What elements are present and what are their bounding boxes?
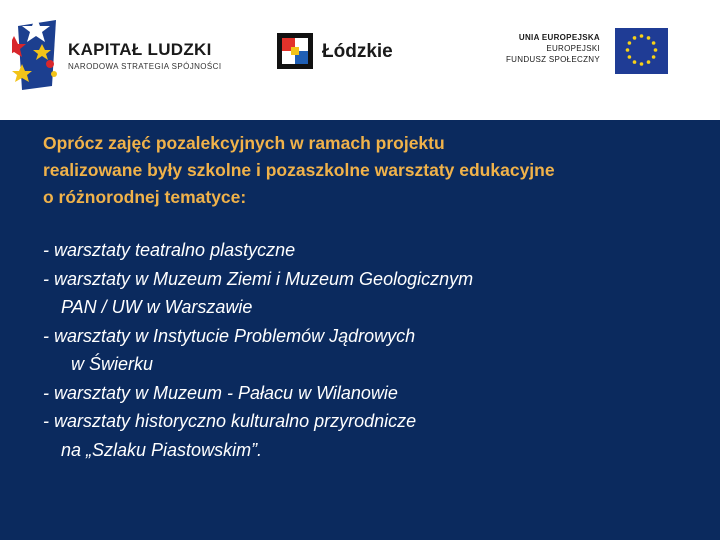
list-item: - warsztaty w Instytucie Problemów Jądrowych	[43, 325, 416, 346]
workshop-list	[43, 236, 703, 464]
eu-flag-icon	[615, 28, 668, 74]
lodzkie-logo	[277, 33, 412, 73]
list-item-continuation: PAN / UW w Warszawie	[61, 297, 253, 317]
eu-line-1: UNIA EUROPEJSKA	[518, 33, 600, 42]
kapital-ludzki-title: KAPITAŁ LUDZKI	[68, 40, 212, 59]
kapital-ludzki-logo	[12, 16, 242, 96]
kapital-ludzki-subtitle: NARODOWA STRATEGIA SPÓJNOŚCI	[68, 62, 222, 71]
list-item: - warsztaty teatralno plastyczne	[43, 240, 296, 260]
list-item-continuation: na „Szlaku Piastowskim”.	[61, 439, 263, 460]
list-item: - warsztaty historyczno kulturalno przyrodnicze	[43, 411, 417, 431]
slide-heading: Oprócz zajęć pozalekcyjnych w ramach projektu realizowane były szkolne i pozaszkolne warsztaty edukacyjne o różnorodnej tematyce:	[43, 133, 555, 207]
logo-bar	[0, 0, 720, 120]
lodzkie-name: Łódzkie	[322, 41, 393, 62]
list-item: - warsztaty w Muzeum - Pałacu w Wilanowie	[43, 382, 398, 403]
list-item-continuation: w Świerku	[71, 354, 154, 374]
eu-text	[506, 32, 600, 65]
kapital-ludzki-star-icon	[12, 16, 64, 96]
lodzkie-mark-icon	[277, 33, 313, 69]
list-item: - warsztaty w Muzeum Ziemi i Muzeum Geologicznym	[43, 268, 474, 289]
eu-logo	[505, 28, 670, 78]
eu-line-3: FUNDUSZ SPOŁECZNY	[506, 55, 600, 64]
eu-line-2: EUROPEJSKI	[546, 44, 600, 53]
